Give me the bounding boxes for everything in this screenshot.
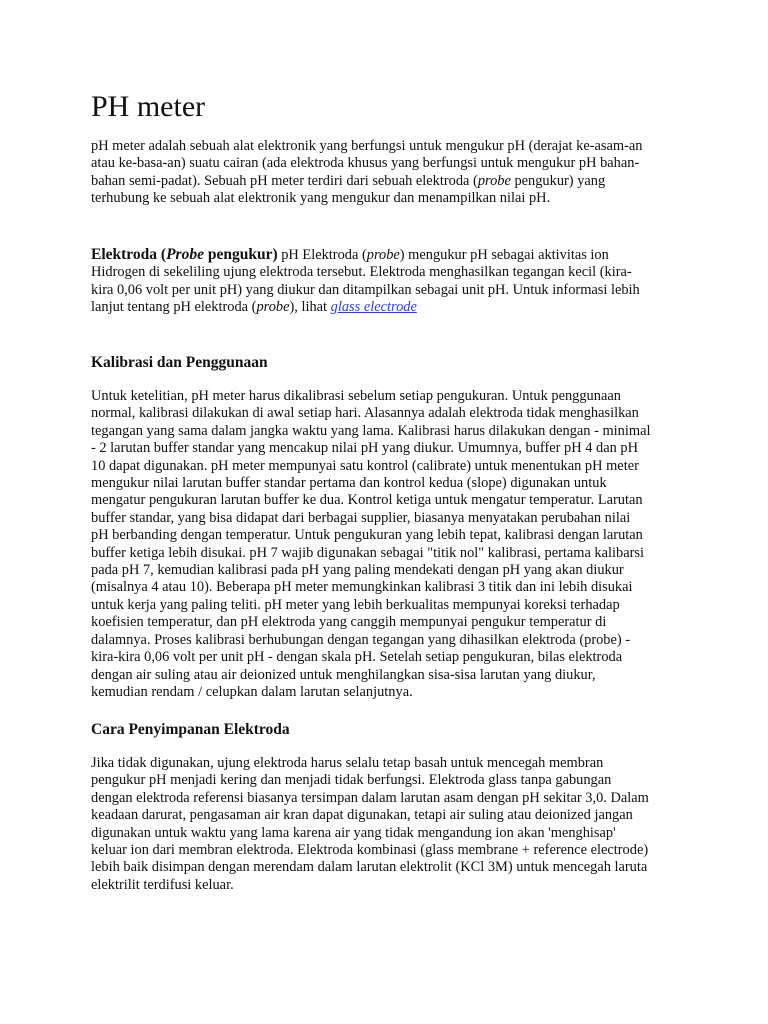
intro-line: terhubung ke sebuah alat elektronik yang mengukur dan menampilkan nilai pH.	[91, 190, 551, 207]
kalibrasi-line: kira-kira 0,06 volt per unit pH - dengan skala pH. Setelah setiap pengukuran, bilas elektroda	[91, 649, 623, 666]
elektroda-heading-text: pengukur)	[203, 246, 278, 263]
intro-line: pH meter adalah sebuah alat elektronik yang berfungsi untuk mengukur pH (derajat ke-asam-an	[91, 138, 643, 154]
kalibrasi-line: (misalnya 4 atau 10). Beberapa pH meter memungkinkan kalibrasi 3 titik dan ini lebih disukai	[91, 579, 633, 596]
kalibrasi-line: koefisien temperatur, dan pH elektroda yang canggih mempunyai pengukur temperatur di	[91, 614, 607, 631]
elektroda-heading-italic: Probe	[166, 246, 204, 263]
penyimpanan-paragraph	[91, 755, 649, 894]
intro-text: bahan semi-padat). Sebuah pH meter terdiri dari sebuah elektroda (	[91, 172, 478, 189]
glass-electrode-link[interactable]: glass electrode	[330, 299, 417, 316]
elektroda-heading	[91, 246, 278, 263]
kalibrasi-line: tegangan yang sama dalam jangka waktu yang lama. Kalibrasi harus dilakukan dengan - minimal	[91, 422, 651, 439]
kalibrasi-line: normal, kalibrasi dilakukan di awal setiap hari. Alasannya adalah elektroda tidak menghasilkan	[91, 405, 639, 422]
kalibrasi-line: untuk kerja yang paling teliti. pH meter yang lebih berkualitas mempunyai koreksi terhadap	[91, 596, 620, 613]
intro-italic: probe	[477, 172, 511, 189]
elektroda-text: ), lihat	[289, 299, 331, 316]
penyimpanan-line: Jika tidak digunakan, ujung elektroda harus selalu tetap basah untuk mencegah membran	[91, 755, 604, 771]
kalibrasi-line: mengatur pengukuran larutan buffer ke dua. Kontrol ketiga untuk mengatur temperatur. Larutan	[91, 492, 643, 509]
kalibrasi-line: mengukur nilai larutan buffer standar pertama dan kontrol kedua (slope) digunakan untuk	[91, 475, 607, 492]
kalibrasi-line: dengan air suling atau air deionized untuk menghilangkan sisa-sisa larutan yang diukur,	[91, 666, 596, 683]
intro-text: pengukur) yang	[510, 172, 606, 189]
elektroda-paragraph	[91, 246, 640, 317]
kalibrasi-line: buffer standar, yang bisa didapat dari berbagai supplier, biasanya menyatakan perubahan nilai	[91, 509, 631, 526]
elektroda-heading-text: Elektroda (	[91, 246, 167, 263]
elektroda-italic: probe	[366, 247, 400, 263]
elektroda-line: kira 0,06 volt per unit pH) yang diukur dan ditampilkan sebagai unit pH. Untuk informasi lebih	[91, 281, 640, 298]
penyimpanan-line: dengan elektroda referensi biasanya tersimpan dalam larutan asam dengan pH sekitar 3,0. Dalam	[91, 789, 649, 806]
intro-paragraph	[91, 138, 642, 208]
elektroda-line: Hidrogen di sekeliling ujung elektroda tersebut. Elektroda menghasilkan tegangan kecil (kira-	[91, 264, 632, 281]
penyimpanan-heading: Cara Penyimpanan Elektroda	[91, 721, 290, 738]
page-title: PH meter	[91, 90, 206, 123]
kalibrasi-heading: Kalibrasi dan Penggunaan	[91, 354, 268, 371]
penyimpanan-line: keadaan darurat, pengasaman air kran dapat digunakan, tetapi air suling atau deionized jangan	[91, 807, 633, 824]
kalibrasi-line: 10 dapat digunakan. pH meter mempunyai satu kontrol (calibrate) untuk menentukan pH meter	[91, 457, 639, 474]
elektroda-text: ) mengukur pH sebagai aktivitas ion	[399, 247, 609, 263]
penyimpanan-line: lebih baik disimpan dengan merendam dalam larutan elektrolit (KCl 3M) untuk mencegah laruta	[91, 859, 648, 876]
penyimpanan-line: keluar ion dari membran elektroda. Elektroda kombinasi (glass membrane + reference electrode)	[91, 842, 649, 859]
intro-line	[91, 173, 642, 190]
elektroda-line	[91, 299, 640, 316]
kalibrasi-paragraph	[91, 388, 650, 701]
kalibrasi-line: kemudian rendam / celupkan dalam larutan selanjutnya.	[91, 683, 413, 700]
penyimpanan-line: digunakan untuk waktu yang lama karena air yang tidak mengandung ion akan 'menghisap'	[91, 824, 616, 841]
penyimpanan-line: pengukur pH menjadi kering dan menjadi tidak berfungsi. Elektroda glass tanpa gabungan	[91, 772, 612, 789]
penyimpanan-line: elektrilit terdifusi keluar.	[91, 876, 234, 893]
elektroda-text: pH Elektroda (	[277, 247, 367, 263]
kalibrasi-line: - 2 larutan buffer standar yang mencakup nilai pH yang diukur. Umumnya, buffer pH 4 dan pH	[91, 440, 638, 457]
elektroda-italic: probe	[256, 299, 290, 316]
kalibrasi-line: Untuk ketelitian, pH meter harus dikalibrasi sebelum setiap pengukuran. Untuk penggunaan	[91, 388, 621, 404]
kalibrasi-line: dalamnya. Proses kalibrasi berhubungan dengan tegangan yang dihasilkan elektroda (probe) -	[91, 631, 631, 648]
elektroda-text: lanjut tentang pH elektroda (	[91, 299, 257, 316]
intro-line: atau ke-basa-an) suatu cairan (ada elektroda khusus yang berfungsi untuk mengukur pH bahan-	[91, 155, 640, 172]
kalibrasi-line: pH berbanding dengan temperatur. Untuk pengukuran yang lebih tepat, kalibrasi dengan larutan	[91, 527, 643, 544]
kalibrasi-line: pada pH 7, kemudian kalibrasi pada pH yang paling mendekati dengan pH yang akan diukur	[91, 562, 624, 579]
kalibrasi-line: buffer ketiga lebih disukai. pH 7 wajib digunakan sebagai "titik nol" kalibrasi, pertama kalibarsi	[91, 544, 644, 561]
elektroda-line	[91, 246, 640, 264]
